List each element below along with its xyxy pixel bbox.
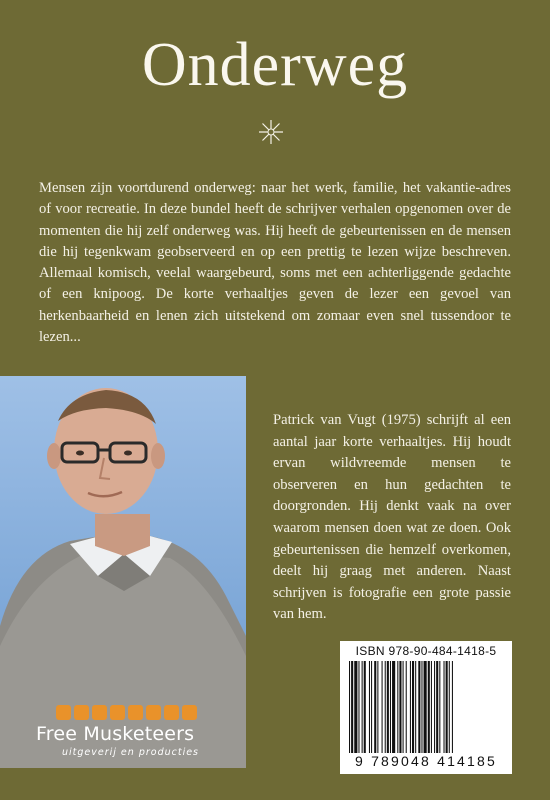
barcode-bar xyxy=(434,661,435,753)
barcode-bar xyxy=(415,661,416,753)
barcode-bar xyxy=(390,661,391,753)
barcode-bar xyxy=(444,661,445,753)
barcode-bar xyxy=(452,661,453,753)
book-blurb: Mensen zijn voortdurend onderweg: naar het werk, familie, het vakantie-adres of voor recreatie. In deze bundel heeft de schrijver verhalen opgenomen over de momenten die hij zelf onderweg was. Hij heeft de gebeurtenissen en de mensen die hij tegenkwam geobserveerd en op een prettig te lezen wijze beschreven. Allemaal komisch, veelal waargebeurd, soms met een achterliggende gedachte of een knipoog. De korte verhaaltjes geven de lezer een gevoel van herkenbaarheid en lenen zich uitstekend om zomaar even snel tussendoor te lezen... xyxy=(39,180,511,346)
barcode-bar xyxy=(439,661,440,753)
barcode-bar xyxy=(369,661,370,753)
logo-icon-row xyxy=(56,705,197,725)
publisher-emblem-icon xyxy=(110,705,125,720)
ean-digits: 9 789048 414185 xyxy=(355,753,497,769)
author-bio: Patrick van Vugt (1975) schrijft al een aantal jaar korte verhaaltjes. Hij houdt ervan wildvreemde mensen te observeren en hun gedachten te doorgronden. Hij denkt vaak na over waarom mensen doen wat ze doen. Ook gebeurtenissen die hemzelf overkomen, deelt hij graag met anderen. Naast schrijven is fotografie een grote passie van hem. xyxy=(273,412,511,623)
barcode-bar xyxy=(436,661,438,753)
barcode-bar xyxy=(418,661,420,753)
barcode-bar xyxy=(424,661,427,753)
publisher-emblem-icon xyxy=(146,705,161,720)
barcode-bar xyxy=(387,661,389,753)
publisher-emblem-icon xyxy=(92,705,107,720)
barcode-bar xyxy=(399,661,401,753)
publisher-emblem-icon xyxy=(164,705,179,720)
barcode-bar xyxy=(371,661,372,753)
publisher-emblem-icon xyxy=(182,705,197,720)
barcode-bar xyxy=(377,661,378,753)
barcode-bar xyxy=(446,661,448,753)
isbn-label: ISBN 978-90-484-1418-5 xyxy=(355,644,497,658)
publisher-tagline: uitgeverij en producties xyxy=(62,747,199,758)
barcode-bar xyxy=(358,661,359,753)
isbn-barcode xyxy=(340,641,512,774)
barcode-bar xyxy=(449,661,450,753)
barcode-bar xyxy=(349,661,350,753)
barcode-bar xyxy=(421,661,422,753)
barcode-bar xyxy=(403,661,404,753)
barcode-bar xyxy=(410,661,411,753)
barcode-bar xyxy=(397,661,398,753)
barcode-bar xyxy=(428,661,430,753)
barcode-bar xyxy=(431,661,432,753)
publisher-logo xyxy=(36,705,236,760)
publisher-name: Free Musketeers xyxy=(36,723,195,745)
barcode-bars xyxy=(349,661,505,753)
publisher-emblem-icon xyxy=(128,705,143,720)
publisher-emblem-icon xyxy=(74,705,89,720)
barcode-bar xyxy=(382,661,383,753)
sparkle-icon xyxy=(257,118,285,146)
barcode-bar xyxy=(406,661,407,753)
barcode-bar xyxy=(412,661,414,753)
barcode-bar xyxy=(362,661,363,753)
barcode-bar xyxy=(354,661,357,753)
barcode-bar xyxy=(374,661,376,753)
barcode-bar xyxy=(385,661,386,753)
barcode-bar xyxy=(351,661,353,753)
barcode-bar xyxy=(364,661,366,753)
book-title: Onderweg xyxy=(141,31,409,99)
publisher-emblem-icon xyxy=(56,705,71,720)
barcode-bar xyxy=(392,661,395,753)
